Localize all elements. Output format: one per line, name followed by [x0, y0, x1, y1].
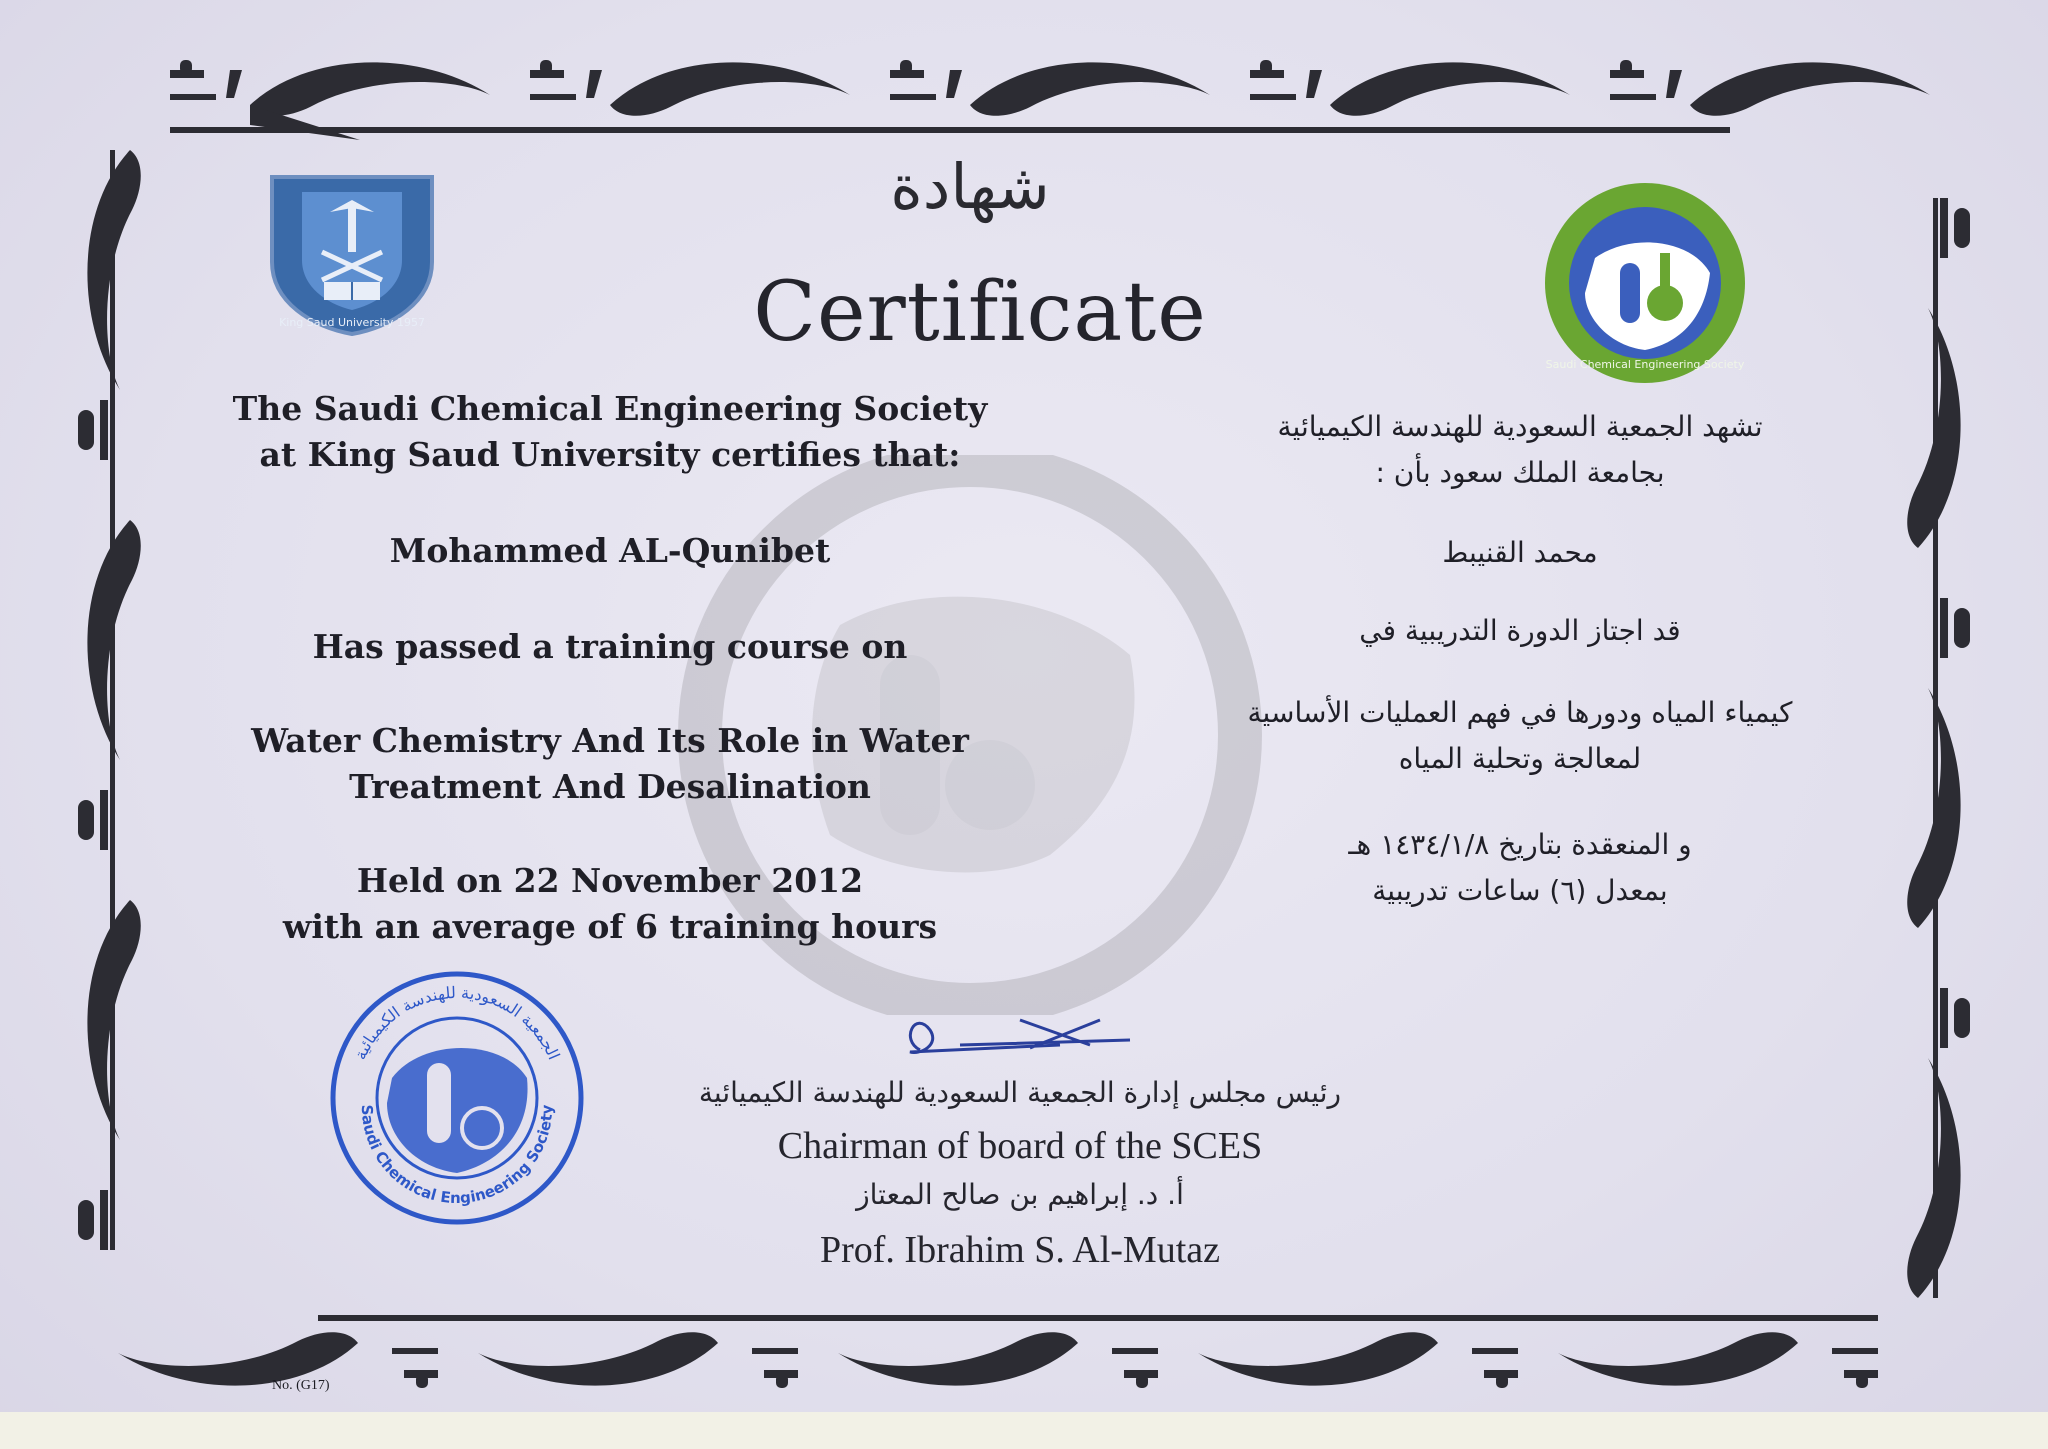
english-intro-line1: The Saudi Chemical Engineering Society: [232, 389, 988, 428]
bottom-ornament-row: [118, 1315, 1878, 1388]
course-title-english: [200, 718, 1020, 810]
held-details-english: [200, 858, 1020, 950]
title-english: Certificate: [753, 265, 1207, 360]
english-intro: [200, 386, 1020, 478]
recipient-name-english: Mohammed AL-Qunibet: [389, 531, 831, 570]
society-stamp: [322, 968, 592, 1228]
king-saud-university-crest-icon: [262, 172, 442, 337]
passed-course-english: Has passed a training course on: [312, 627, 908, 666]
english-intro-line2: at King Saud University certifies that:: [259, 435, 961, 474]
chairman-title-english: Chairman of board of the SCES: [777, 1125, 1263, 1167]
course-title-english-line1: Water Chemistry And Its Role in Water: [251, 721, 969, 760]
course-title-english-line2: Treatment And Desalination: [349, 767, 871, 806]
chairman-name-english: Prof. Ibrahim S. Al-Mutaz: [819, 1229, 1220, 1271]
stamp-text-arabic: الجمعية السعودية للهندسة الكيميائية: [350, 983, 564, 1063]
course-title-arabic-line2: لمعالجة وتحلية المياه: [1398, 742, 1642, 775]
held-date-arabic: و المنعقدة بتاريخ ١٤٣٤/١/٨ هـ: [1348, 828, 1692, 861]
svg-text:King Saud University 1957: King Saud University 1957: [279, 316, 425, 329]
top-ornament-row: [170, 60, 1930, 140]
chairman-name-arabic: أ. د. إبراهيم بن صالح المعتاز: [856, 1178, 1184, 1211]
course-title-arabic-line1: كيمياء المياه ودورها في فهم العمليات الأساسية: [1247, 696, 1793, 729]
svg-text:Saudi Chemical Engineering Soc: Saudi Chemical Engineering Society: [1545, 358, 1745, 371]
arabic-intro-line1: تشهد الجمعية السعودية للهندسة الكيميائية: [1277, 410, 1763, 443]
held-date-english: Held on 22 November 2012: [356, 861, 864, 900]
chairman-title-arabic: رئيس مجلس إدارة الجمعية السعودية للهندسة الكيميائية: [698, 1076, 1342, 1109]
arabic-intro-line2: بجامعة الملك سعود بأن :: [1375, 456, 1665, 489]
stamp-text-english: Saudi Chemical Engineering Society: [357, 1104, 557, 1208]
held-details-arabic: [1260, 822, 1780, 914]
recipient-name-arabic: محمد القنيبط: [1442, 536, 1598, 569]
chairman-signature: [900, 1000, 1140, 1070]
serial-number: No. (G17): [272, 1378, 330, 1393]
course-title-arabic: [1240, 690, 1800, 782]
title-arabic: شهادة: [890, 150, 1050, 223]
training-hours-english: with an average of 6 training hours: [282, 907, 938, 946]
arabic-intro: [1240, 404, 1800, 496]
passed-course-arabic: قد اجتاز الدورة التدريبية في: [1359, 614, 1681, 647]
saudi-chemical-engineering-society-logo-icon: [1540, 178, 1750, 388]
training-hours-arabic: بمعدل (٦) ساعات تدريبية: [1372, 874, 1668, 907]
left-ornament-column: [78, 150, 141, 1250]
right-ornament-column: [1907, 198, 1970, 1298]
